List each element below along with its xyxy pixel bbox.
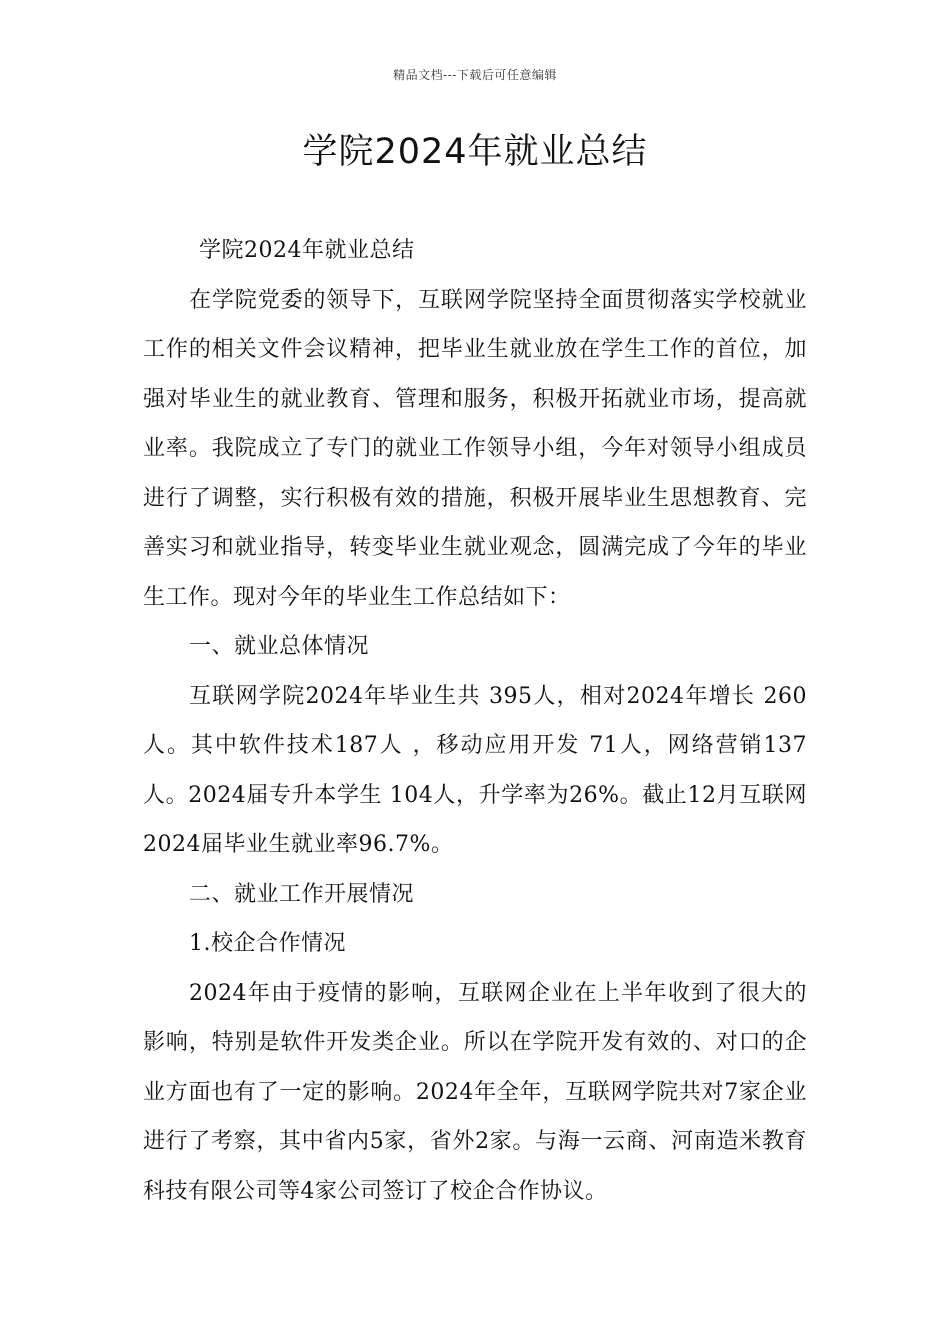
- section-heading-work: 二、就业工作开展情况: [189, 881, 415, 907]
- paragraph-intro: 在学院党委的领导下，互联网学院坚持全面贯彻落实学校就业工作的相关文件会议精神，把毕业生就业放在学生工作的首位，加强对毕业生的就业教育、管理和服务，积极开拓就业市场，提高就业率。我院成立了专门的就业工作领导小组，今年对领导小组成员进行了调整，实行积极有效的措施，积极开展毕业生思想教育、完善实习和就业指导，转变毕业生就业观念，圆满完成了今年的毕业生工作。现对今年的毕业生工作总结如下：: [143, 287, 807, 610]
- subsection-heading-cooperation: 1.校企合作情况: [189, 931, 346, 956]
- paragraph-overall-stats: 互联网学院2024年毕业生共 395人，相对2024年增长 260人。其中软件技术187人 ，移动应用开发 71人，网络营销137人。2024届专升本学生 104人，升学率为26%。截止12月互联网 2024届毕业生就业率96.7%。: [143, 683, 807, 857]
- document-body: [143, 226, 807, 1216]
- section-heading-overall: 一、就业总体情况: [189, 634, 370, 659]
- page-header-note: 精品文档---下载后可任意编辑: [393, 68, 557, 82]
- paragraph-cooperation: 2024年由于疫情的影响，互联网企业在上半年收到了很大的影响，特别是软件开发类企业。所以在学院开发有效的、对口的企业方面也有了一定的影响。2024年全年，互联网学院共对7家企业进行了考察，其中省内5家，省外2家。与海一云商、河南造米教育科技有限公司等4家公司签订了校企合作协议。: [143, 980, 807, 1204]
- document-title: 学院2024年就业总结: [302, 132, 648, 172]
- body-subtitle: 学院2024年就业总结: [199, 238, 415, 263]
